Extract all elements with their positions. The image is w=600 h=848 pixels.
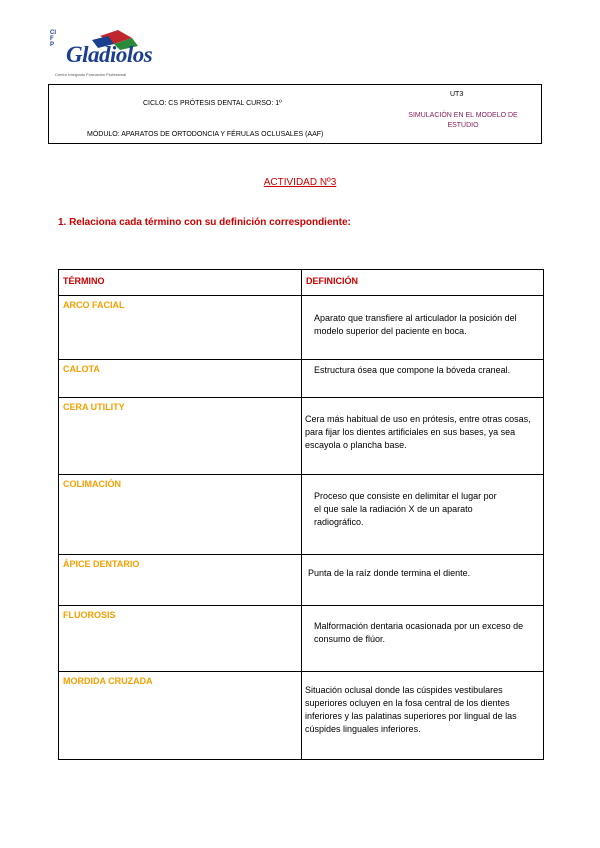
definition-cell: Malformación dentaria ocasionada por un exceso de consumo de flúor. xyxy=(302,606,544,672)
school-logo xyxy=(48,26,153,82)
logo-name: Gladiolos xyxy=(66,42,153,67)
term-cell: CERA UTILITY xyxy=(59,398,302,475)
table-header-row xyxy=(59,270,544,296)
term-cell: ÁPICE DENTARIO xyxy=(59,555,302,606)
definition-cell: Proceso que consiste en delimitar el lugar por el que sale la radiación X de un aparato radiográfico. xyxy=(302,475,544,555)
table-row xyxy=(59,296,544,360)
term-cell: FLUOROSIS xyxy=(59,606,302,672)
table-row xyxy=(59,360,544,398)
definition-column-header: DEFINICIÓN xyxy=(302,270,544,296)
instruction-text: 1. Relaciona cada término con su definición correspondiente: xyxy=(58,217,351,228)
activity-title: ACTIVIDAD Nº3 xyxy=(263,177,337,188)
term-cell: ARCO FACIAL xyxy=(59,296,302,360)
definition-cell: Estructura ósea que compone la bóveda craneal. xyxy=(302,360,544,398)
definition-cell: Aparato que transfiere al articulador la posición del modelo superior del paciente en boca. xyxy=(302,296,544,360)
term-cell: COLIMACIÓN xyxy=(59,475,302,555)
definition-cell: Cera más habitual de uso en prótesis, entre otras cosas, para fijar los dientes artificiales en sus bases, ya sea escayola o plancha base. xyxy=(302,398,544,475)
table-row xyxy=(59,475,544,555)
unit-title: SIMULACIÓN EN EL MODELO DE ESTUDIO xyxy=(408,112,518,129)
course-cycle: CICLO: CS PRÓTESIS DENTAL CURSO: 1º xyxy=(143,100,282,107)
unit-label: UT3 xyxy=(450,91,464,98)
term-cell: CALOTA xyxy=(59,360,302,398)
table-row xyxy=(59,398,544,475)
header-box xyxy=(48,84,542,144)
logo-subtitle: Centro Integrado Formación Profesional xyxy=(55,72,127,77)
module-name: MÓDULO: APARATOS DE ORTODONCIA Y FÉRULAS OCLUSALES (AAF) xyxy=(87,131,324,138)
term-column-header: TÉRMINO xyxy=(59,270,302,296)
definition-cell: Situación oclusal donde las cúspides vestibulares superiores ocluyen en la fosa central de los dientes inferiores y las palatinas superiores por lingual de las cúspides linguales inferiores. xyxy=(302,672,544,760)
logo-vertical-text: CIFP xyxy=(50,30,56,48)
definition-cell: Punta de la raíz donde termina el diente. xyxy=(302,555,544,606)
table-row xyxy=(59,672,544,760)
term-cell: MORDIDA CRUZADA xyxy=(59,672,302,760)
table-row xyxy=(59,555,544,606)
terms-table xyxy=(58,269,544,760)
table-row xyxy=(59,606,544,672)
